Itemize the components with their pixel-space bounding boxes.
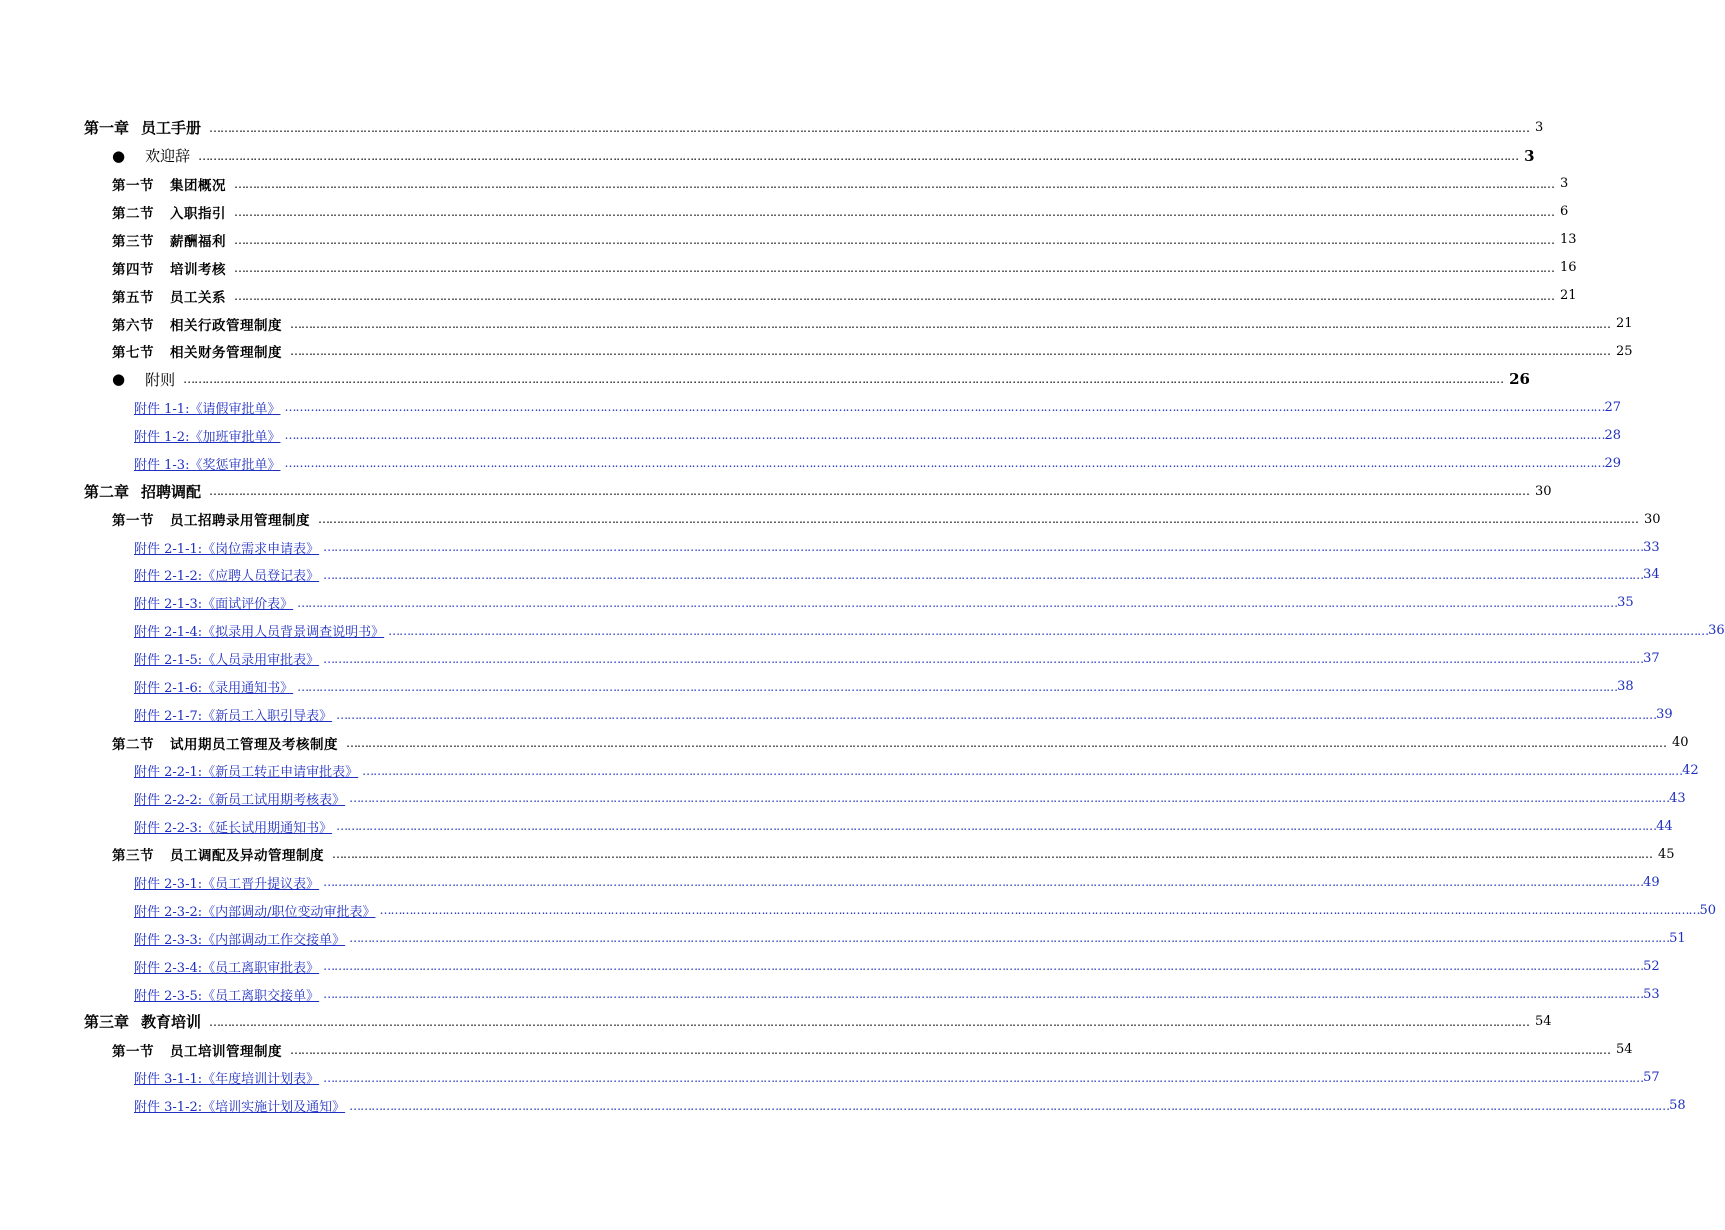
toc-page-number[interactable]: 51 [1669,930,1686,946]
toc-entry-text[interactable]: 附件 2-3-4:《员工离职审批表》 [134,960,320,976]
toc-page-number: 25 [1616,343,1633,359]
toc-entry-title[interactable] [134,901,376,920]
toc-section-entry [0,170,1569,198]
dot-leader: ……………………………………………………………………………………………………………………………………………………………………………………………………………………………………………………………………………………………………………………………… [234,204,1554,219]
toc-page-number: 21 [1616,316,1633,332]
toc-entry-title [112,258,226,278]
toc-entry-title [112,509,310,529]
toc-entry-text: 欢迎辞 [145,147,191,166]
toc-entry-title [112,1040,282,1060]
toc-attachment-link[interactable] [0,645,1660,673]
dot-leader: ……………………………………………………………………………………………………………………………………………………………………………………………………………………………………………………………………………………………………………………………… [209,484,1530,499]
toc-entry-title[interactable] [134,565,319,584]
toc-page-number: 30 [1644,511,1661,527]
toc-entry-number: 第一节 [112,513,154,530]
toc-entry-text: 员工调配及异动管理制度 [170,848,324,865]
bullet-icon: ● [112,146,126,165]
dot-leader: ……………………………………………………………………………………………………………………………………………………………………………………………………………………………………………………………………………………………………………………………… [198,148,1519,163]
toc-entry-title[interactable] [134,454,280,473]
toc-entry-text[interactable]: 附件 2-1-5:《人员录用审批表》 [134,653,320,669]
toc-page-number[interactable]: 43 [1669,790,1686,806]
dot-leader: ……………………………………………………………………………………………………………………………………………………………………………………………………………………………………………………………………………………………………………………………… [379,903,1700,918]
toc-entry-title[interactable] [134,817,332,836]
toc-entry-text[interactable]: 附件 3-1-2:《培训实施计划及通知》 [134,1100,346,1116]
toc-attachment-link[interactable] [0,980,1660,1008]
toc-attachment-link[interactable] [0,393,1621,421]
toc-entry-text[interactable]: 附件 1-1:《请假审批单》 [134,401,281,417]
dot-leader: ……………………………………………………………………………………………………………………………………………………………………………………………………………………………………………………………………………………………………………………………… [323,540,1644,555]
toc-page-number[interactable]: 42 [1682,763,1699,779]
toc-page-number: 54 [1535,1014,1552,1030]
toc-attachment-link[interactable] [0,617,1725,645]
toc-attachment-link[interactable] [0,812,1673,840]
toc-entry-title[interactable] [134,1068,319,1087]
toc-page-number[interactable]: 35 [1617,595,1634,611]
toc-page-number: 54 [1616,1042,1633,1058]
toc-page-number: 26 [1509,370,1530,389]
dot-leader: ……………………………………………………………………………………………………………………………………………………………………………………………………………………………………………………………………………………………………………………………… [388,623,1709,638]
toc-entry-text: 相关财务管理制度 [170,345,282,362]
toc-entry-text[interactable]: 附件 2-3-3:《内部调动工作交接单》 [134,932,346,948]
toc-page-number: 3 [1560,176,1569,192]
toc-attachment-link[interactable] [0,589,1634,617]
toc-entry-title[interactable] [134,621,384,640]
toc-entry-number: 第三章 [84,1013,130,1032]
toc-section-entry [0,282,1577,310]
dot-leader: ……………………………………………………………………………………………………………………………………………………………………………………………………………………………………………………………………………………………………………………………… [323,987,1644,1002]
dot-leader: ……………………………………………………………………………………………………………………………………………………………………………………………………………………………………………………………………………………………………………………………… [183,372,1504,387]
toc-entry-title[interactable] [134,398,280,417]
dot-leader: ……………………………………………………………………………………………………………………………………………………………………………………………………………………………………………………………………………………………………………………………… [284,400,1605,415]
toc-entry-text: 附则 [145,370,176,389]
toc-page-number[interactable]: 52 [1643,958,1660,974]
toc-entry-text: 招聘调配 [141,482,202,501]
toc-page-number[interactable]: 57 [1643,1070,1660,1086]
toc-entry-title [84,1011,201,1032]
dot-leader: ……………………………………………………………………………………………………………………………………………………………………………………………………………………………………………………………………………………………………………………………… [336,819,1657,834]
toc-entry-text: 员工培训管理制度 [170,1043,282,1060]
toc-entry-number: 第二章 [84,482,130,501]
toc-attachment-link[interactable] [0,757,1699,785]
toc-page-number: 21 [1560,288,1577,304]
toc-entry-title [112,733,338,753]
toc-entry-number: 第三节 [112,233,154,250]
toc-section-entry [0,729,1689,757]
toc-entry-text: 培训考核 [170,261,226,278]
toc-entry-text: 集团概况 [170,177,226,194]
toc-entry-title [145,369,175,390]
toc-attachment-link[interactable] [0,785,1686,813]
toc-page-number: 30 [1535,483,1552,499]
toc-entry-title [84,117,201,138]
dot-leader: ……………………………………………………………………………………………………………………………………………………………………………………………………………………………………………………………………………………………………………………………… [362,763,1683,778]
toc-page-number: 6 [1560,204,1569,220]
toc-entry-number: 第四节 [112,261,154,278]
toc-page-number[interactable]: 39 [1656,707,1673,723]
dot-leader: ……………………………………………………………………………………………………………………………………………………………………………………………………………………………………………………………………………………………………………………………… [290,344,1610,359]
toc-chapter-entry [0,1008,1552,1036]
toc-page-number: 3 [1535,120,1544,136]
toc-page-number[interactable]: 38 [1617,679,1634,695]
toc-entry-title [112,230,226,250]
toc-page-number[interactable]: 50 [1699,902,1717,918]
toc-entry-title [112,341,282,361]
bullet-icon: ● [112,370,126,389]
toc-page-number[interactable]: 37 [1643,651,1660,667]
toc-entry-title[interactable] [134,761,358,780]
toc-attachment-link[interactable] [0,701,1673,729]
toc-page-number[interactable]: 33 [1643,539,1660,555]
toc-section-entry [0,226,1577,254]
toc-entry-title[interactable] [134,873,319,892]
toc-entry-text: 员工手册 [141,119,202,138]
toc-entry-title [112,844,324,864]
dot-leader: ……………………………………………………………………………………………………………………………………………………………………………………………………………………………………………………………………………………………………………………………… [349,931,1670,946]
toc-entry-text[interactable]: 附件 2-1-1:《岗位需求申请表》 [134,541,320,557]
toc-entry-number: 第一节 [112,1043,154,1060]
toc-entry-title[interactable] [134,789,345,808]
toc-attachment-link[interactable] [0,561,1660,589]
toc-entry-title[interactable] [134,985,319,1004]
toc-section-entry [0,338,1633,366]
toc-page-number: 13 [1560,232,1577,248]
toc-entry-title[interactable] [134,929,345,948]
dot-leader: ……………………………………………………………………………………………………………………………………………………………………………………………………………………………………………………………………………………………………………………………… [336,707,1657,722]
toc-entry-title[interactable] [134,538,319,557]
toc-entry-text[interactable]: 附件 2-1-7:《新员工入职引导表》 [134,709,333,725]
toc-attachment-link[interactable] [0,1064,1660,1092]
dot-leader: ……………………………………………………………………………………………………………………………………………………………………………………………………………………………………………………………………………………………………………………………… [318,512,1638,527]
toc-entry-text[interactable]: 附件 2-2-2:《新员工试用期考核表》 [134,792,346,808]
toc-attachment-link[interactable] [0,533,1660,561]
toc-attachment-link[interactable] [0,896,1717,924]
toc-page-number[interactable]: 28 [1604,427,1621,443]
table-of-contents [0,114,1725,1120]
dot-leader: ……………………………………………………………………………………………………………………………………………………………………………………………………………………………………………………………………………………………………………………………… [234,288,1554,303]
toc-page-number[interactable]: 49 [1643,874,1660,890]
toc-entry-title[interactable] [134,1096,345,1115]
toc-bullet-entry [0,365,1530,393]
toc-entry-text[interactable]: 附件 1-2:《加班审批单》 [134,429,281,445]
toc-entry-text: 员工招聘录用管理制度 [170,513,310,530]
toc-entry-text[interactable]: 附件 2-3-5:《员工离职交接单》 [134,988,320,1004]
toc-page-number[interactable]: 29 [1604,455,1621,471]
dot-leader: ……………………………………………………………………………………………………………………………………………………………………………………………………………………………………………………………………………………………………………………………… [284,456,1605,471]
toc-page-number: 45 [1658,846,1675,862]
dot-leader: ……………………………………………………………………………………………………………………………………………………………………………………………………………………………………………………………………………………………………………………………… [284,428,1605,443]
toc-entry-number: 第二节 [112,205,154,222]
toc-entry-text[interactable]: 附件 2-1-6:《录用通知书》 [134,681,294,697]
toc-attachment-link[interactable] [0,868,1660,896]
toc-entry-text: 教育培训 [141,1013,202,1032]
toc-entry-text: 薪酬福利 [170,233,226,250]
toc-entry-number: 第二节 [112,736,154,753]
toc-attachment-link[interactable] [0,924,1686,952]
dot-leader: ……………………………………………………………………………………………………………………………………………………………………………………………………………………………………………………………………………………………………………………………… [323,651,1644,666]
toc-entry-text[interactable]: 附件 2-1-3:《面试评价表》 [134,597,294,613]
toc-section-entry [0,840,1675,868]
toc-bullet-entry [0,142,1535,170]
toc-entry-title[interactable] [134,593,293,612]
toc-attachment-link[interactable] [0,952,1660,980]
dot-leader: ……………………………………………………………………………………………………………………………………………………………………………………………………………………………………………………………………………………………………………………………… [349,791,1670,806]
toc-page-number[interactable]: 36 [1708,623,1725,639]
toc-section-entry [0,1036,1633,1064]
dot-leader: ……………………………………………………………………………………………………………………………………………………………………………………………………………………………………………………………………………………………………………………………… [323,1070,1644,1085]
dot-leader: ……………………………………………………………………………………………………………………………………………………………………………………………………………………………………………………………………………………………………………………………… [234,260,1554,275]
dot-leader: ……………………………………………………………………………………………………………………………………………………………………………………………………………………………………………………………………………………………………………………………… [234,176,1554,191]
toc-attachment-link[interactable] [0,421,1621,449]
toc-page-number: 40 [1672,735,1689,751]
toc-entry-number: 第六节 [112,317,154,334]
toc-entry-text[interactable]: 附件 1-3:《奖惩审批单》 [134,457,281,473]
toc-page-number[interactable]: 44 [1656,818,1673,834]
toc-entry-text: 相关行政管理制度 [170,317,282,334]
toc-page-number[interactable]: 34 [1643,567,1660,583]
dot-leader: ……………………………………………………………………………………………………………………………………………………………………………………………………………………………………………………………………………………………………………………………… [234,232,1554,247]
toc-entry-text[interactable]: 附件 2-2-3:《延长试用期通知书》 [134,820,333,836]
toc-entry-text[interactable]: 附件 2-1-2:《应聘人员登记表》 [134,569,320,585]
toc-entry-number: 第一章 [84,119,130,138]
toc-attachment-link[interactable] [0,449,1621,477]
toc-entry-title [145,145,190,166]
toc-entry-title[interactable] [134,426,280,445]
dot-leader: ……………………………………………………………………………………………………………………………………………………………………………………………………………………………………………………………………………………………………………………………… [323,959,1644,974]
toc-entry-title [112,174,226,194]
toc-entry-text[interactable]: 附件 2-3-2:《内部调动/职位变动审批表》 [134,904,376,920]
toc-attachment-link[interactable] [0,1092,1686,1120]
toc-entry-number: 第一节 [112,177,154,194]
toc-page-number[interactable]: 27 [1604,399,1621,415]
dot-leader: ……………………………………………………………………………………………………………………………………………………………………………………………………………………………………………………………………………………………………………………………… [297,679,1618,694]
toc-entry-title[interactable] [134,957,319,976]
dot-leader: ……………………………………………………………………………………………………………………………………………………………………………………………………………………………………………………………………………………………………………………………… [290,1042,1610,1057]
toc-chapter-entry [0,114,1544,142]
toc-section-entry [0,198,1569,226]
dot-leader: ……………………………………………………………………………………………………………………………………………………………………………………………………………………………………………………………………………………………………………………………… [290,316,1610,331]
toc-entry-text[interactable]: 附件 2-3-1:《员工晋升提议表》 [134,876,320,892]
dot-leader: ……………………………………………………………………………………………………………………………………………………………………………………………………………………………………………………………………………………………………………………………… [349,1098,1670,1113]
toc-section-entry [0,310,1633,338]
toc-entry-text[interactable]: 附件 3-1-1:《年度培训计划表》 [134,1072,320,1088]
dot-leader: ……………………………………………………………………………………………………………………………………………………………………………………………………………………………………………………………………………………………………………………………… [323,567,1644,582]
toc-entry-title[interactable] [134,677,293,696]
toc-entry-text[interactable]: 附件 2-1-4:《拟录用人员背景调查说明书》 [134,625,385,641]
dot-leader: ……………………………………………………………………………………………………………………………………………………………………………………………………………………………………………………………………………………………………………………………… [323,875,1644,890]
toc-page-number[interactable]: 58 [1669,1098,1686,1114]
toc-entry-title[interactable] [134,705,332,724]
dot-leader: ……………………………………………………………………………………………………………………………………………………………………………………………………………………………………………………………………………………………………………………………… [346,735,1666,750]
toc-entry-number: 第三节 [112,848,154,865]
toc-entry-text[interactable]: 附件 2-2-1:《新员工转正申请审批表》 [134,765,359,781]
toc-section-entry [0,505,1661,533]
toc-entry-title [112,314,282,334]
toc-attachment-link[interactable] [0,673,1634,701]
toc-entry-number: 第五节 [112,289,154,306]
dot-leader: ……………………………………………………………………………………………………………………………………………………………………………………………………………………………………………………………………………………………………………………………… [209,120,1530,135]
toc-entry-title[interactable] [134,649,319,668]
toc-entry-title [84,481,201,502]
toc-entry-text: 入职指引 [170,205,226,222]
toc-page-number[interactable]: 53 [1643,986,1660,1002]
toc-entry-text: 试用期员工管理及考核制度 [170,736,338,753]
dot-leader: ……………………………………………………………………………………………………………………………………………………………………………………………………………………………………………………………………………………………………………………………… [209,1014,1530,1029]
toc-entry-text: 员工关系 [170,289,226,306]
toc-chapter-entry [0,477,1552,505]
dot-leader: ……………………………………………………………………………………………………………………………………………………………………………………………………………………………………………………………………………………………………………………………… [297,595,1618,610]
toc-entry-title [112,286,226,306]
toc-entry-number: 第七节 [112,345,154,362]
toc-entry-title [112,202,226,222]
dot-leader: ……………………………………………………………………………………………………………………………………………………………………………………………………………………………………………………………………………………………………………………………… [332,847,1652,862]
toc-section-entry [0,254,1577,282]
toc-page-number: 3 [1524,146,1535,165]
toc-page-number: 16 [1560,260,1577,276]
